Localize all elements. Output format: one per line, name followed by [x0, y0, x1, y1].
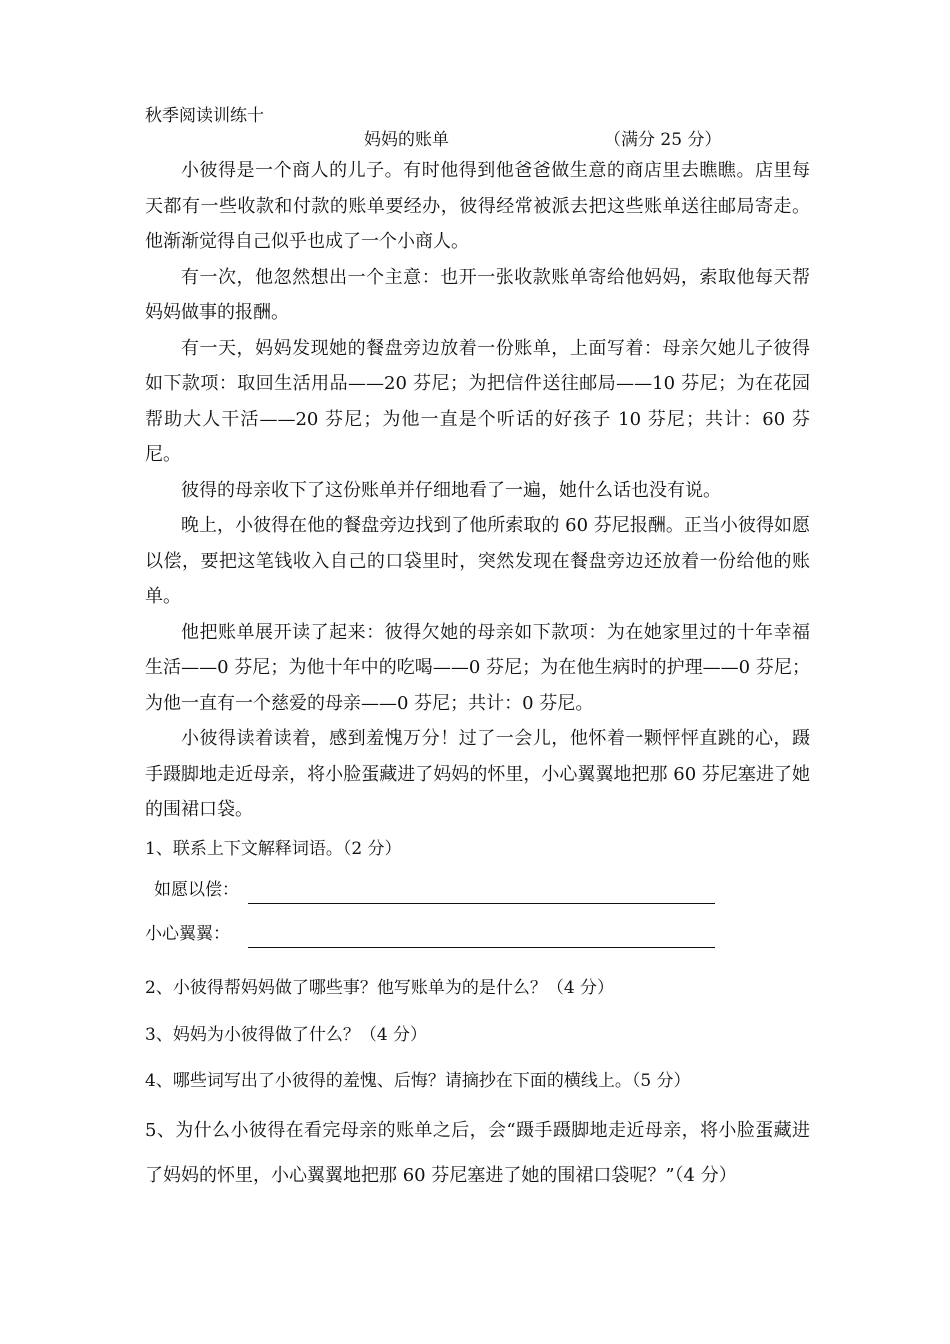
paragraph-5: 晚上，小彼得在他的餐盘旁边找到了他所索取的 60 芬尼报酬。正当小彼得如愿以偿，要把这笔钱收入自己的口袋里时，突然发现在餐盘旁边还放着一份给他的账单。	[145, 515, 810, 607]
blank-2-label: 小心翼翼：	[145, 924, 230, 944]
question-2: 2、小彼得帮妈妈做了哪些事？他写账单为的是什么？（4 分）	[145, 978, 615, 998]
question-4: 4、哪些词写出了小彼得的羞愧、后悔？请摘抄在下面的横线上。（5 分）	[145, 1071, 691, 1091]
blank-1-label: 如愿以偿：	[154, 880, 239, 900]
paragraph-6: 他把账单展开读了起来：彼得欠她的母亲如下款项：为在她家里过的十年幸福生活——0 芬尼；为他十年中的吃喝——0 芬尼；为在他生病时的护理——0 芬尼；为他一直有一个慈爱的母亲——0 芬尼；共计：0 芬尼。	[145, 621, 810, 714]
article-body	[145, 153, 810, 828]
blank-1-line[interactable]	[248, 903, 715, 904]
article-title: 妈妈的账单	[364, 130, 449, 150]
question-5: 5、为什么小彼得在看完母亲的账单之后，会“蹑手蹑脚地走近母亲，将小脸蛋藏进了妈妈的怀里，小心翼翼地把那 60 芬尼塞进了她的围裙口袋呢？”（4 分）	[145, 1120, 810, 1186]
paragraph-2: 有一次，他忽然想出一个主意：也开一张收款账单寄给他妈妈，索取他每天帮妈妈做事的报酬。	[145, 266, 810, 323]
paragraph-7: 小彼得读着读着，感到羞愧万分！过了一会儿，他怀着一颗怦怦直跳的心，蹑手蹑脚地走近母亲，将小脸蛋藏进了妈妈的怀里，小心翼翼地把那 60 芬尼塞进了她的围裙口袋。	[145, 728, 810, 820]
paragraph-1: 小彼得是一个商人的儿子。有时他得到他爸爸做生意的商店里去瞧瞧。店里每天都有一些收款和付款的账单要经办，彼得经常被派去把这些账单送往邮局寄走。他渐渐觉得自己似乎也成了一个小商人。	[145, 160, 810, 252]
title-row	[145, 125, 805, 151]
answer-blank-1	[145, 878, 715, 904]
question-1: 1、联系上下文解释词语。（2 分）	[145, 839, 402, 859]
answer-blank-2	[145, 922, 715, 948]
worksheet-header: 秋季阅读训练十	[145, 106, 264, 126]
full-score: （满分 25 分）	[604, 130, 722, 150]
blank-2-line[interactable]	[248, 947, 715, 948]
paragraph-4: 彼得的母亲收下了这份账单并仔细地看了一遍，她什么话也没有说。	[181, 479, 721, 501]
paragraph-3: 有一天，妈妈发现她的餐盘旁边放着一份账单，上面写着：母亲欠她儿子彼得如下款项：取回生活用品——20 芬尼；为把信件送往邮局——10 芬尼；为在花园帮助大人干活——20 芬尼；为他一直是个听话的好孩子 10 芬尼；共计：60 芬尼。	[145, 337, 810, 465]
question-3: 3、妈妈为小彼得做了什么？（4 分）	[145, 1025, 428, 1045]
